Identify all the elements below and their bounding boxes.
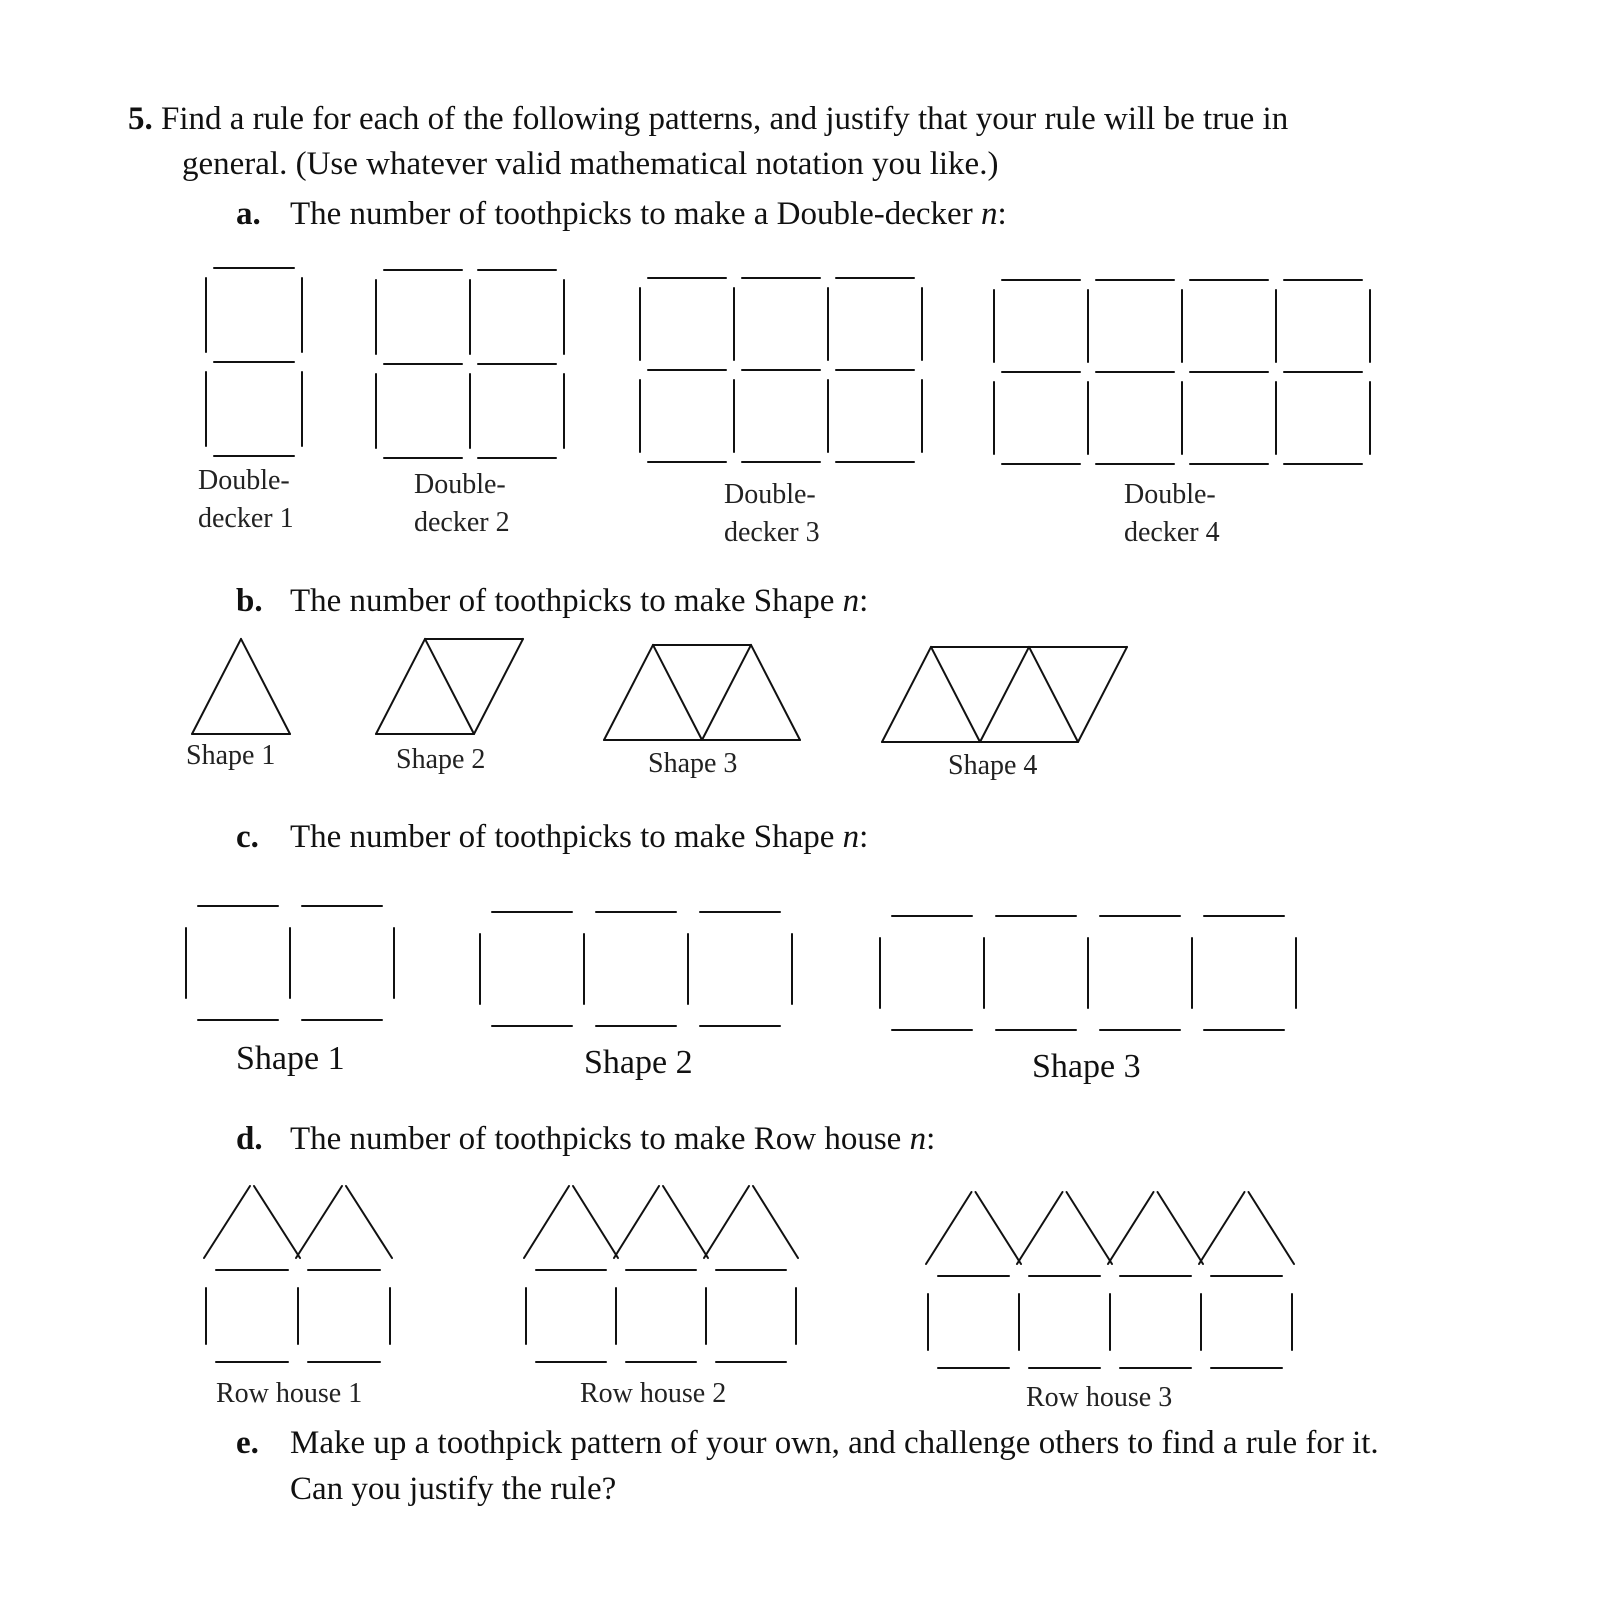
double-decker-2-label-line1: Double- <box>414 469 506 500</box>
row-house-2-label: Row house 2 <box>580 1378 727 1409</box>
row-house-3 <box>926 1192 1294 1368</box>
roof-toothpick <box>663 1186 708 1258</box>
roof-toothpick <box>204 1186 250 1258</box>
roof-toothpick <box>753 1186 798 1258</box>
slanted-toothpick <box>604 645 653 740</box>
square-shape-1 <box>186 906 394 1020</box>
roof-toothpick <box>524 1186 569 1258</box>
shape-c-1-label: Shape 1 <box>236 1040 345 1077</box>
slanted-toothpick <box>474 639 523 734</box>
row-house-figures <box>204 1186 1294 1368</box>
row-house-3-label: Row house 3 <box>1026 1382 1173 1413</box>
double-decker-1-label-line1: Double- <box>198 465 290 496</box>
shape-c-2-label: Shape 2 <box>584 1044 693 1081</box>
roof-toothpick <box>704 1186 749 1258</box>
part-a-colon: : <box>997 196 1007 232</box>
double-decker-3-label-line1: Double- <box>724 479 816 510</box>
slanted-toothpick <box>653 645 702 740</box>
slanted-toothpick <box>702 645 751 740</box>
part-c-variable: n <box>842 819 860 855</box>
triangle-shape-1 <box>192 639 290 734</box>
part-c-letter: c. <box>236 819 259 855</box>
row-house-2 <box>524 1186 798 1362</box>
roof-toothpick <box>926 1192 972 1264</box>
shape-b-3-label: Shape 3 <box>648 748 738 779</box>
part-d-colon: : <box>926 1121 936 1157</box>
part-d-text: The number of toothpicks to make Row house <box>290 1121 902 1157</box>
roof-toothpick <box>976 1192 1022 1264</box>
part-d-letter: d. <box>236 1121 263 1157</box>
problem-text-line2: general. (Use whatever valid mathematical notation you like.) <box>182 146 999 182</box>
double-decker-1 <box>206 268 302 456</box>
part-e-letter: e. <box>236 1425 259 1461</box>
slanted-toothpick <box>980 647 1029 742</box>
part-b-letter: b. <box>236 583 263 619</box>
roof-toothpick <box>573 1186 618 1258</box>
row-house-1-label: Row house 1 <box>216 1378 363 1409</box>
part-e-text-line2: Can you justify the rule? <box>290 1471 617 1507</box>
slanted-toothpick <box>1078 647 1127 742</box>
part-b-variable: n <box>842 583 860 619</box>
slanted-toothpick <box>751 645 800 740</box>
slanted-toothpick <box>376 639 425 734</box>
part-c-text: The number of toothpicks to make Shape <box>290 819 835 855</box>
double-decker-3 <box>640 278 922 462</box>
part-d-variable: n <box>909 1121 927 1157</box>
double-decker-3-label-line2: decker 3 <box>724 517 820 548</box>
roof-toothpick <box>1158 1192 1204 1264</box>
slanted-toothpick <box>1029 647 1078 742</box>
shape-b-2-label: Shape 2 <box>396 744 486 775</box>
triangle-shape-3 <box>604 645 800 740</box>
shape-b-1-label: Shape 1 <box>186 740 276 771</box>
part-a-letter: a. <box>236 196 261 232</box>
slanted-toothpick <box>425 639 474 734</box>
triangle-shape-4 <box>882 647 1127 742</box>
square-shape-3 <box>880 916 1296 1030</box>
roof-toothpick <box>1067 1192 1113 1264</box>
part-c-colon: : <box>859 819 869 855</box>
double-decker-2 <box>376 270 564 458</box>
roof-toothpick <box>296 1186 342 1258</box>
roof-toothpick <box>346 1186 392 1258</box>
roof-toothpick <box>254 1186 300 1258</box>
triangle-shape-figures <box>192 639 1127 742</box>
slanted-toothpick <box>241 639 290 734</box>
slanted-toothpick <box>882 647 931 742</box>
part-a-variable: n <box>980 196 998 232</box>
problem-number: 5. <box>128 101 153 137</box>
roof-toothpick <box>1108 1192 1154 1264</box>
double-decker-4-label-line1: Double- <box>1124 479 1216 510</box>
double-decker-1-label-line2: decker 1 <box>198 503 294 534</box>
slanted-toothpick <box>192 639 241 734</box>
square-shape-figures <box>186 906 1296 1030</box>
problem-text-line1: Find a rule for each of the following patterns, and justify that your rule will be true in <box>161 101 1289 137</box>
shape-c-3-label: Shape 3 <box>1032 1048 1141 1085</box>
row-house-1 <box>204 1186 392 1362</box>
triangle-shape-2 <box>376 639 523 734</box>
double-decker-4-label-line2: decker 4 <box>1124 517 1220 548</box>
shape-b-4-label: Shape 4 <box>948 750 1038 781</box>
part-e-text-line1: Make up a toothpick pattern of your own, and challenge others to find a rule for it. <box>290 1425 1379 1461</box>
roof-toothpick <box>1199 1192 1245 1264</box>
square-shape-2 <box>480 912 792 1026</box>
roof-toothpick <box>1017 1192 1063 1264</box>
part-b-colon: : <box>859 583 869 619</box>
slanted-toothpick <box>931 647 980 742</box>
roof-toothpick <box>614 1186 659 1258</box>
roof-toothpick <box>1249 1192 1295 1264</box>
double-decker-2-label-line2: decker 2 <box>414 507 510 538</box>
double-decker-figures <box>206 268 1370 464</box>
part-a-text: The number of toothpicks to make a Double-decker <box>290 196 973 232</box>
part-b-text: The number of toothpicks to make Shape <box>290 583 835 619</box>
double-decker-4 <box>994 280 1370 464</box>
